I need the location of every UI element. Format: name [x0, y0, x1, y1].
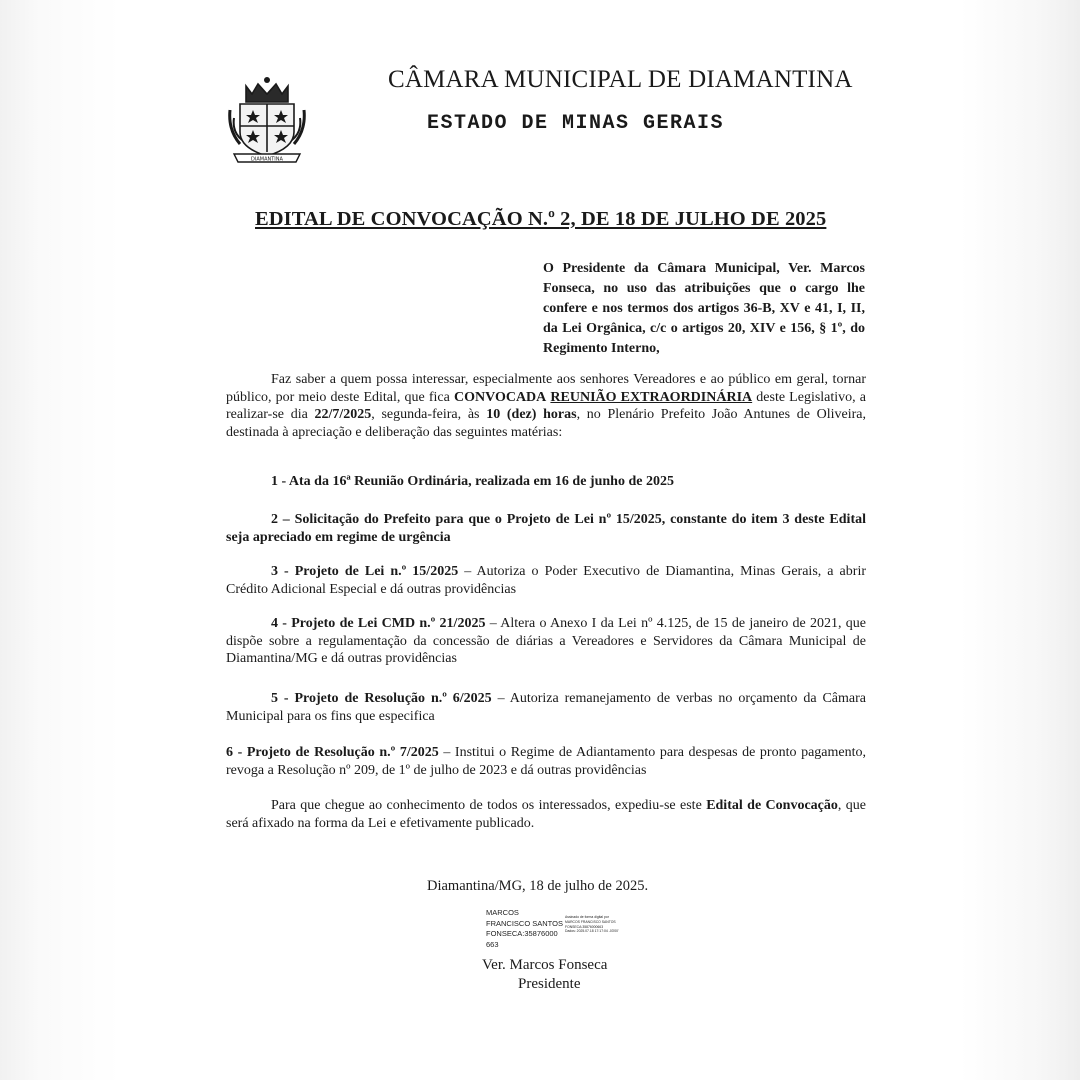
agenda-item-6: 6 - Projeto de Resolução n.º 7/2025 – Institui o Regime de Adiantamento para despesas de pronto pagamento, revoga a Resolução nº 209, de 1º de julho de 2023 e dá outras providências: [226, 745, 866, 778]
preamble: O Presidente da Câmara Municipal, Ver. Marcos Fonseca, no uso das atribuições que o cargo lhe confere e nos termos dos artigos 36-B, XV e 41, I, II, da Lei Orgânica, c/c o artigos 20, XIV e 156, § 1º, do Regimento Interno,: [543, 261, 865, 356]
agenda-item-4: 4 - Projeto de Lei CMD n.º 21/2025 – Altera o Anexo I da Lei nº 4.125, de 15 de janeiro de 2021, que dispõe sobre a regulamentação da concessão de diárias a Vereadores e Servidores da Câmara Municipal de Diamantina/MG e dá outras providências: [226, 616, 867, 666]
agenda-item-1: 1 - Ata da 16ª Reunião Ordinária, realizada em 16 de junho de 2025: [271, 474, 674, 489]
agenda-item-2: 2 – Solicitação do Prefeito para que o Projeto de Lei nº 15/2025, constante do item 3 deste Edital seja apreciado em regime de urgência: [226, 512, 866, 545]
signer-name: Ver. Marcos Fonseca: [482, 957, 608, 973]
coat-of-arms-icon: [226, 74, 308, 164]
convocada-text: CONVOCADA: [454, 389, 547, 405]
intro-paragraph: Faz saber a quem possa interessar, especialmente aos senhores Vereadores e ao público em geral, tornar público, por meio deste Edital, que fica CONVOCADA REUNIÃO EXTRAORDINÁRIA deste Legislativo, a realizar-se dia 22/7/2025, segunda-feira, às 10 (dez) horas, no Plenário Prefeito João Antunes de Oliveira, destinada à apreciação e deliberação das seguintes matérias:: [226, 372, 867, 440]
agenda-item-5: 5 - Projeto de Resolução n.º 6/2025 – Autoriza remanejamento de verbas no orçamento da Câmara Municipal para os fins que especifica: [226, 691, 866, 724]
place-and-date: Diamantina/MG, 18 de julho de 2025.: [427, 878, 649, 894]
chamber-name: CÂMARA MUNICIPAL DE DIAMANTINA: [388, 66, 853, 93]
meeting-date: 22/7/2025: [314, 407, 372, 422]
state-name: ESTADO DE MINAS GERAIS: [427, 112, 725, 135]
agenda-item-3: 3 - Projeto de Lei n.º 15/2025 – Autoriza o Poder Executivo de Diamantina, Minas Gerais, a abrir Crédito Adicional Especial e dá outras providências: [226, 564, 866, 597]
edital-title: EDITAL DE CONVOCAÇÃO N.º 2, DE 18 DE JULHO DE 2025: [255, 208, 827, 230]
signature-name-block: MARCOS FRANCISCO SANTOS FONSECA:35876000 663: [486, 908, 563, 949]
signer-role: Presidente: [518, 976, 581, 992]
signature-stamp: Assinado de forma digital por MARCOS FRANCISCO SANTOS FONSECA:35876000663 Dados: 2025.07.18 17:17:04 -03'00': [565, 915, 619, 934]
reuniao-text: REUNIÃO EXTRAORDINÁRIA: [550, 389, 753, 405]
meeting-hour: 10 (dez) horas: [486, 407, 577, 422]
svg-text:DIAMANTINA: DIAMANTINA: [251, 156, 283, 163]
closing-paragraph: Para que chegue ao conhecimento de todos os interessados, expediu-se este Edital de Convocação, que será afixado na forma da Lei e efetivamente publicado.: [226, 798, 866, 831]
digital-signature: [486, 908, 656, 950]
